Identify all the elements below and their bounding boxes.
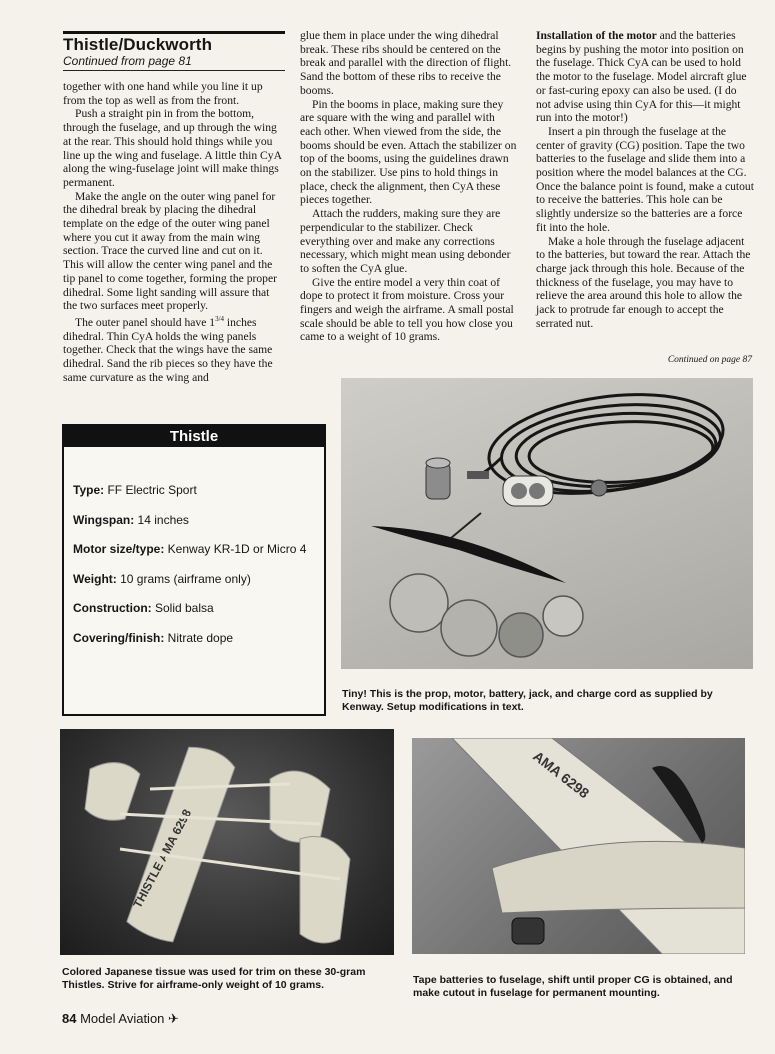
paragraph: Push a straight pin in from the bottom, through the fuselage, and up through the wing at the rear. This should hold things while you line up the wing and fuselage. A little thin CyA along the wing-fuselage joint will make things permanent. bbox=[63, 107, 282, 189]
spec-row bbox=[73, 513, 324, 543]
spec-key: Type: bbox=[73, 483, 105, 497]
paragraph: Give the entire model a very thin coat of dope to protect it from moisture. Cross your fingers and weigh the airframe. A small postal scale should be able to tell you how close you came to a weight of 10 grams. bbox=[300, 275, 514, 344]
paragraph bbox=[63, 313, 285, 385]
battery-icon bbox=[503, 476, 553, 506]
motor-icon bbox=[426, 458, 450, 499]
spec-value: FF Electric Sport bbox=[104, 483, 197, 497]
continuation-header bbox=[63, 31, 285, 71]
airplane-icon: ✈ bbox=[168, 1011, 179, 1026]
page-footer bbox=[62, 1011, 179, 1027]
text-column-3 bbox=[536, 29, 754, 330]
spec-list bbox=[64, 447, 324, 660]
paragraph: Attach the rudders, making sure they are perpendicular to the stabilizer. Check everything over and make any corrections necessary, which might mean using debonder to soften the CyA glue. bbox=[300, 207, 511, 275]
battery-mount-photo bbox=[412, 738, 745, 954]
spec-value: Nitrate dope bbox=[164, 630, 234, 645]
text-column-1 bbox=[63, 80, 285, 384]
spec-key: Construction: bbox=[73, 601, 152, 615]
continued-on-link: Continued on page 87 bbox=[667, 355, 752, 365]
spec-value: Kenway KR-1D or Micro 4 bbox=[164, 542, 307, 556]
photo-caption: Tape batteries to fuselage, shift until proper CG is obtained, and make cutout in fuselage for permanent mounting. bbox=[413, 974, 733, 999]
model-plane-icon bbox=[85, 742, 350, 945]
components-illustration bbox=[341, 378, 753, 669]
prop-shaft-icon bbox=[451, 513, 481, 538]
model-marking: THISTLE AMA 6298 bbox=[130, 806, 195, 911]
paragraph bbox=[536, 29, 754, 125]
thistle-models-illustration bbox=[60, 729, 394, 955]
spec-value: 14 inches bbox=[134, 512, 189, 527]
spec-row bbox=[73, 631, 324, 661]
page-number: 84 bbox=[62, 1011, 77, 1026]
fraction: 3/4 bbox=[215, 314, 225, 323]
spec-key: Motor size/type: bbox=[73, 542, 165, 556]
spec-row bbox=[73, 601, 324, 631]
paragraph: Make the angle on the outer wing panel for the dihedral break by placing the dihedral template on the edge of the outer wing panel where you cut it away from the main wing section. Trace the curved line and cut on it. This will allow the center wing panel and the tip panel to come together, forming the proper dihedral. Some light sanding will assure that the two surfaces meet properly. bbox=[63, 189, 277, 313]
paragraph: Make a hole through the fuselage adjacent to the batteries, but toward the rear. Attach the charge jack through this hole. Because of the thickness of the fuselage, you may have to relieve the area around this hole to allow the jack to protrude far enough to accept the serrated nut. bbox=[536, 234, 751, 330]
spec-key: Weight: bbox=[73, 571, 117, 586]
jack-plug-icon bbox=[467, 471, 489, 479]
spec-value: 10 grams (airframe only) bbox=[116, 571, 251, 586]
spec-key: Wingspan: bbox=[73, 512, 135, 527]
battery-icon bbox=[512, 918, 544, 944]
paragraph: glue them in place under the wing dihedral break. These ribs should be centered on the break and parallel with the direction of flight. Sand the bottom of these ribs to receive the booms. bbox=[300, 29, 512, 97]
paragraph: Insert a pin through the fuselage at the center of gravity (CG) position. Tape the two batteries to the fuselage and slide them into a position where the model balances at the CG. Once the balance point is found, make a cutout to receive the batteries. This hole can be slightly undersize so the batteries are a force fit into the hole. bbox=[536, 124, 754, 234]
coins-icon bbox=[390, 574, 583, 657]
spec-key: Covering/finish: bbox=[73, 630, 165, 645]
text-column-2 bbox=[300, 29, 518, 344]
spec-row bbox=[73, 572, 324, 602]
lead-in: Installation of the motor bbox=[536, 29, 657, 42]
spec-box bbox=[62, 424, 326, 716]
model-marking: AMA 6298 bbox=[530, 747, 593, 802]
continued-from: Continued from page 81 bbox=[63, 54, 285, 71]
header-rule bbox=[63, 31, 285, 34]
nut-icon bbox=[591, 480, 607, 496]
fuselage-illustration bbox=[412, 738, 745, 954]
photo-caption: Colored Japanese tissue was used for trim on these 30-gram Thistles. Strive for airframe-only weight of 10 grams. bbox=[62, 966, 366, 991]
text-run: The outer panel should have 1 bbox=[75, 315, 216, 329]
thistles-photo bbox=[60, 729, 394, 955]
components-photo bbox=[341, 378, 753, 669]
spec-box-title: Thistle bbox=[64, 426, 324, 447]
wing-icon bbox=[492, 841, 745, 913]
spec-value: Solid balsa bbox=[151, 601, 214, 615]
text-run: inches dihedral. Thin CyA holds the wing panels together. Check that the wings have the same dihedral. Sand the rib pieces so they have the same curvature as the wing and bbox=[63, 315, 273, 384]
text-run: and the batteries begins by pushing the motor into position on the fuselage. Thick CyA can be used to hold the motor to the fuselage. Model aircraft glue or fast-curing epoxy can also be used. (I do not advise using thin CyA for this—it might run into the motor!) bbox=[536, 29, 747, 125]
paragraph: together with one hand while you line it up from the top as well as from the front. bbox=[63, 80, 263, 107]
propeller-icon bbox=[371, 526, 566, 583]
paragraph: Pin the booms in place, making sure they are square with the wing and parallel with each other. When viewed from the side, the booms should be even. Attach the stabilizer on top of the booms, using the guidelines drawn on the stabilizer. Use pins to hold things in place, check the alignment, then CyA these pieces together. bbox=[300, 97, 517, 207]
magazine-name: Model Aviation bbox=[80, 1011, 165, 1026]
article-title: Thistle/Duckworth bbox=[63, 35, 213, 54]
spec-row bbox=[73, 483, 324, 513]
spec-row bbox=[73, 542, 324, 572]
photo-caption: Tiny! This is the prop, motor, battery, jack, and charge cord as supplied by Kenway. Setup modifications in text. bbox=[342, 688, 713, 713]
